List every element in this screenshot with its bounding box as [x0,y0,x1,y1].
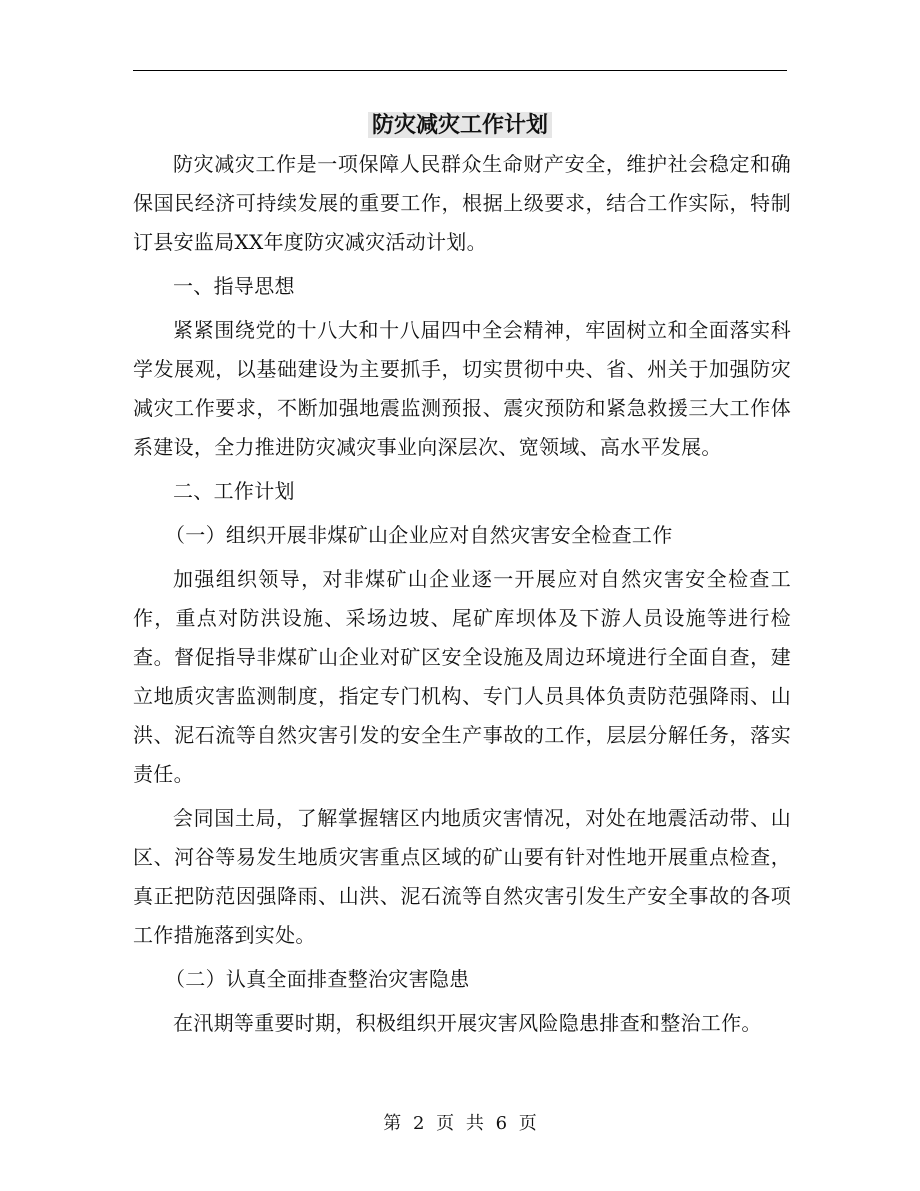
page-number-footer: 第 2 页 共 6 页 [383,1113,537,1134]
document-body [133,145,791,1048]
mine-inspection-paragraph-2: 会同国土局，了解掌握辖区内地质灾害情况，对处在地震活动带、山区、河谷等易发生地质灾害重点区域的矿山要有针对性地开展重点检查，真正把防范因强降雨、山洪、泥石流等自然灾害引发生产安全事故的各项工作措施落到实处。 [133,806,791,947]
guiding-ideology-paragraph: 紧紧围绕党的十八大和十八届四中全会精神，牢固树立和全面落实科学发展观，以基础建设为主要抓手，切实贯彻中央、省、州关于加强防灾减灾工作要求，不断加强地震监测预报、震灾预防和紧急救援三大工作体系建设，全力推进防灾减灾事业向深层次、宽领域、高水平发展。 [133,318,791,459]
document-title-text: 防灾减灾工作计划 [368,112,552,138]
mine-inspection-paragraph-1: 加强组织领导，对非煤矿山企业逐一开展应对自然灾害安全检查工作，重点对防洪设施、采场边坡、尾矿库坝体及下游人员设施等进行检查。督促指导非煤矿山企业对矿区安全设施及周边环境进行全面自查，建立地质灾害监测制度，指定专门机构、专门人员具体负责防范强降雨、山洪、泥石流等自然灾害引发的安全生产事故的工作，层层分解任务，落实责任。 [133,567,791,786]
header-rule [133,70,787,71]
document-title [0,109,920,141]
section-heading-work-plan: 二、工作计划 [173,479,295,503]
section-heading-guiding-ideology: 一、指导思想 [173,274,295,298]
subsection-heading-mine-inspection: （一）组织开展非煤矿山企业应对自然灾害安全检查工作 [165,523,673,547]
intro-paragraph: 防灾减灾工作是一项保障人民群众生命财产安全，维护社会稳定和确保国民经济可持续发展的重要工作，根据上级要求，结合工作实际，特制订县安监局XX年度防灾减灾活动计划。 [133,152,791,254]
hazard-investigation-paragraph-1: 在汛期等重要时期，积极组织开展灾害风险隐患排查和整治工作。 [173,1011,762,1035]
subsection-heading-hazard-investigation: （二）认真全面排查整治灾害隐患 [165,967,470,991]
